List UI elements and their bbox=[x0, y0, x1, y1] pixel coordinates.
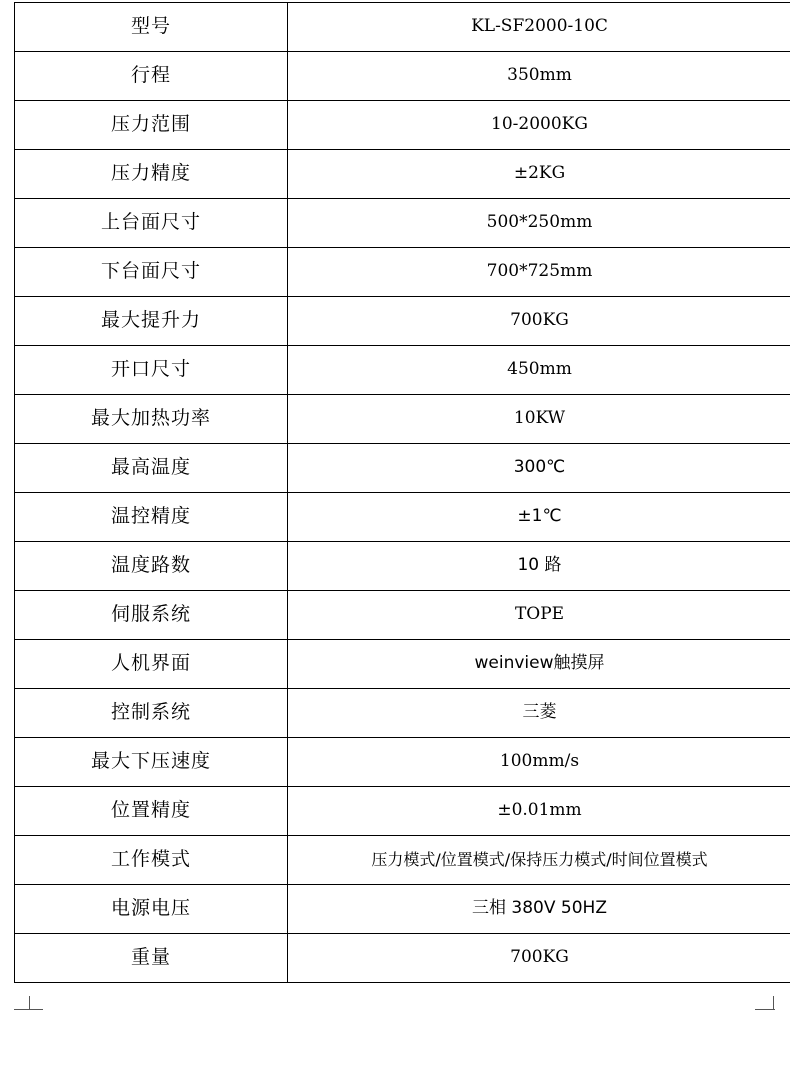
table-row bbox=[15, 52, 790, 101]
table-row bbox=[15, 101, 790, 150]
row-value: 350mm bbox=[288, 52, 790, 101]
table-row bbox=[15, 395, 790, 444]
row-label: 最大提升力 bbox=[15, 297, 288, 346]
table-row bbox=[15, 591, 790, 640]
table-row bbox=[15, 3, 790, 52]
table-row bbox=[15, 199, 790, 248]
row-value: KL-SF2000-10C bbox=[288, 3, 790, 52]
row-label: 工作模式 bbox=[15, 836, 288, 885]
row-value: TOPE bbox=[288, 591, 790, 640]
row-value: 500*250mm bbox=[288, 199, 790, 248]
table-row bbox=[15, 738, 790, 787]
row-label: 最大下压速度 bbox=[15, 738, 288, 787]
crop-guide-right bbox=[755, 1009, 775, 1010]
crop-mark-bottom-right bbox=[760, 996, 774, 1010]
row-value: ±2KG bbox=[288, 150, 790, 199]
table-row bbox=[15, 934, 790, 983]
row-label: 控制系统 bbox=[15, 689, 288, 738]
row-value: 三菱 bbox=[288, 689, 790, 738]
row-value: 700*725mm bbox=[288, 248, 790, 297]
row-value: 450mm bbox=[288, 346, 790, 395]
table-row bbox=[15, 248, 790, 297]
row-label: 压力范围 bbox=[15, 101, 288, 150]
row-value: weinview触摸屏 bbox=[288, 640, 790, 689]
row-label: 伺服系统 bbox=[15, 591, 288, 640]
row-value: ±0.01mm bbox=[288, 787, 790, 836]
row-label: 电源电压 bbox=[15, 885, 288, 934]
row-label: 下台面尺寸 bbox=[15, 248, 288, 297]
row-value: 压力模式/位置模式/保持压力模式/时间位置模式 bbox=[288, 836, 790, 885]
row-label: 型号 bbox=[15, 3, 288, 52]
row-value: 300℃ bbox=[288, 444, 790, 493]
table-row bbox=[15, 640, 790, 689]
row-label: 重量 bbox=[15, 934, 288, 983]
row-label: 人机界面 bbox=[15, 640, 288, 689]
row-label: 温度路数 bbox=[15, 542, 288, 591]
row-label: 位置精度 bbox=[15, 787, 288, 836]
row-label: 行程 bbox=[15, 52, 288, 101]
specification-table bbox=[14, 2, 790, 983]
row-value: 100mm/s bbox=[288, 738, 790, 787]
row-value: 700KG bbox=[288, 934, 790, 983]
row-label: 开口尺寸 bbox=[15, 346, 288, 395]
table-row bbox=[15, 836, 790, 885]
table-row bbox=[15, 493, 790, 542]
row-label: 压力精度 bbox=[15, 150, 288, 199]
table-body bbox=[15, 3, 790, 983]
table-row bbox=[15, 150, 790, 199]
row-value: 700KG bbox=[288, 297, 790, 346]
row-value: 10 路 bbox=[288, 542, 790, 591]
row-value: 10KW bbox=[288, 395, 790, 444]
row-label: 上台面尺寸 bbox=[15, 199, 288, 248]
row-value: 10-2000KG bbox=[288, 101, 790, 150]
row-value: 三相 380V 50HZ bbox=[288, 885, 790, 934]
crop-guide-left bbox=[14, 1009, 34, 1010]
table-row bbox=[15, 346, 790, 395]
row-label: 最高温度 bbox=[15, 444, 288, 493]
table-row bbox=[15, 444, 790, 493]
table-row bbox=[15, 542, 790, 591]
crop-mark-bottom-left bbox=[29, 996, 43, 1010]
row-label: 最大加热功率 bbox=[15, 395, 288, 444]
table-row bbox=[15, 689, 790, 738]
table-row bbox=[15, 787, 790, 836]
table-row bbox=[15, 297, 790, 346]
row-label: 温控精度 bbox=[15, 493, 288, 542]
row-value: ±1℃ bbox=[288, 493, 790, 542]
table-row bbox=[15, 885, 790, 934]
